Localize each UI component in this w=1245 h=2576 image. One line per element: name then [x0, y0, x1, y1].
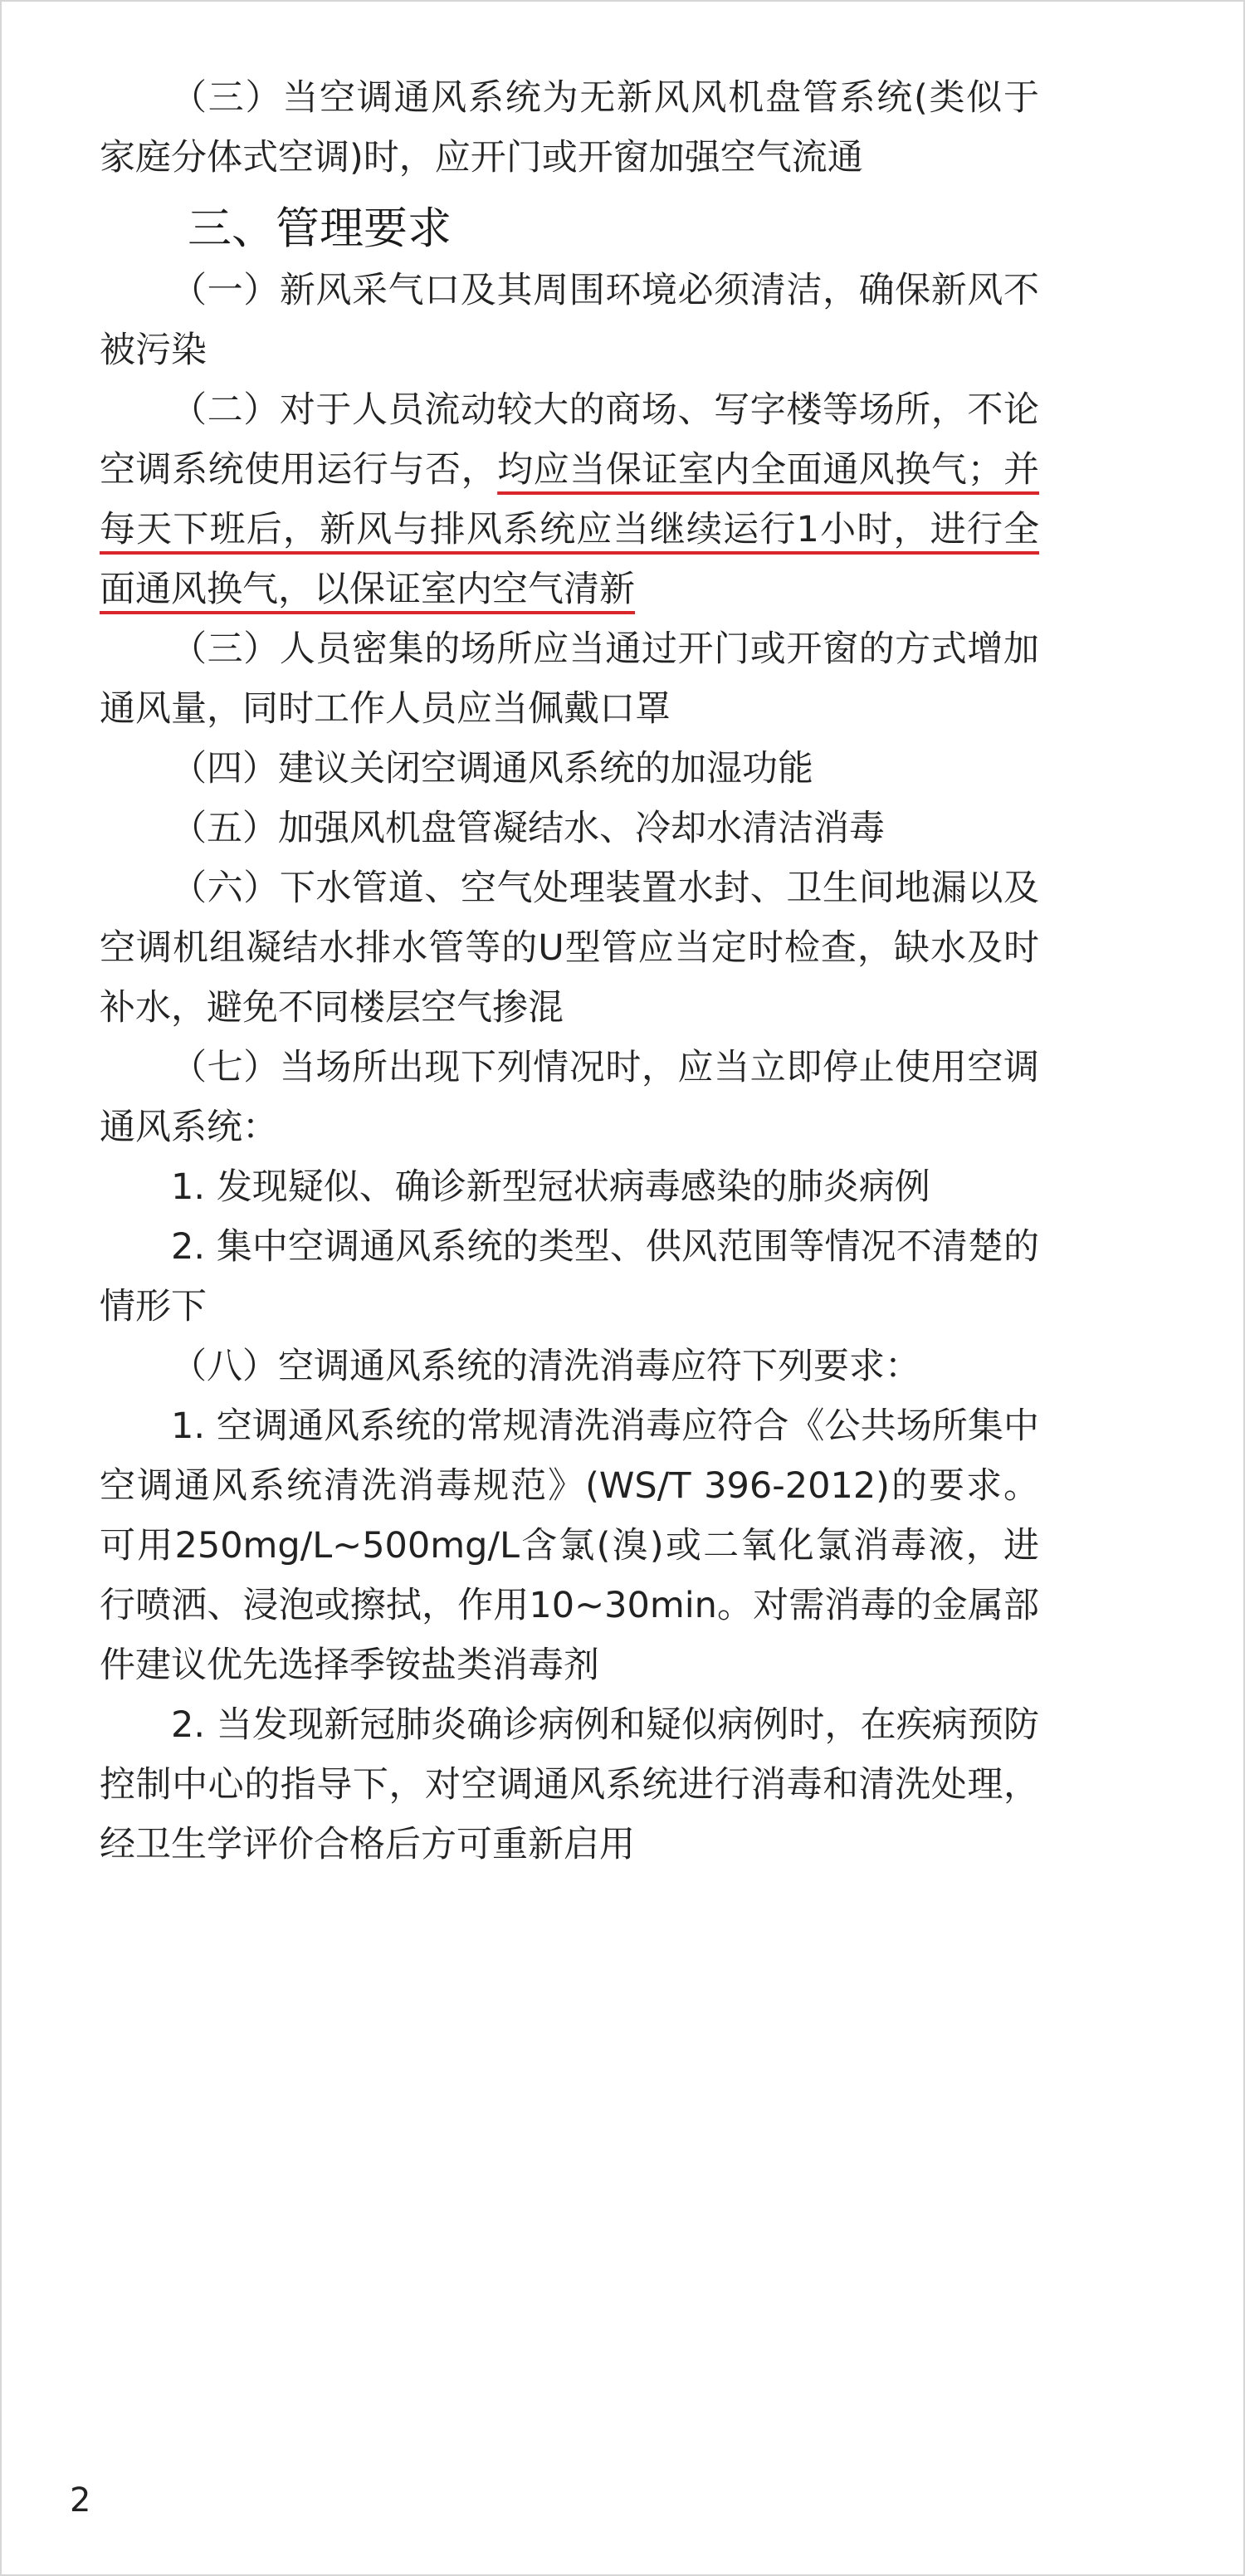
- list-item: 2. 当发现新冠肺炎确诊病例和疑似病例时，在疾病预防控制中心的指导下，对空调通风系统进行消毒和清洗处理，经卫生学评价合格后方可重新启用: [100, 1704, 1039, 1865]
- paragraph-2: [100, 380, 1039, 619]
- paragraph-5: （五）加强风机盘管凝结水、冷却水清洁消毒: [171, 808, 885, 849]
- paragraph-7: （七）当场所出现下列情况时，应当立即停止使用空调通风系统：: [100, 1047, 1039, 1148]
- section-heading: 三、管理要求: [188, 203, 452, 254]
- paragraph-2-lead: （二）对于人员流动较大的商场、写字楼等场所，不论空调系统使用运行与否，: [100, 389, 1039, 491]
- list-item: 2. 集中空调通风系统的类型、供风范围等情况不清楚的情形下: [100, 1226, 1039, 1327]
- page-number: 2: [70, 2481, 91, 2520]
- highlighted-underlined-text: 均应当保证室内全面通风换气；并每天下班后，新风与排风系统应当继续运行1小时，进行全面通风换气，以保证室内空气清新: [100, 449, 1040, 610]
- paragraph-1: （一）新风采气口及其周围环境必须清洁，确保新风不被污染: [100, 270, 1039, 371]
- list-item: 1. 发现疑似、确诊新型冠状病毒感染的肺炎病例: [171, 1166, 930, 1208]
- paragraph-ventilation-note: （三）当空调通风系统为无新风风机盘管系统(类似于家庭分体式空调)时，应开门或开窗加强空气流通: [100, 77, 1039, 178]
- document-body: [100, 68, 1039, 1875]
- list-item: 1. 空调通风系统的常规清洗消毒应符合《公共场所集中空调通风系统清洗消毒规范》(WS/T 396-2012)的要求。可用250mg/L~500mg/L含氯(溴)或二氧化氯消毒液，进行喷洒、浸泡或擦拭，作用10~30min。对需消毒的金属部件建议优先选择季铵盐类消毒剂: [100, 1405, 1039, 1686]
- paragraph-4: （四）建议关闭空调通风系统的加湿功能: [171, 748, 813, 789]
- paragraph-3: （三）人员密集的场所应当通过开门或开窗的方式增加通风量，同时工作人员应当佩戴口罩: [100, 628, 1039, 730]
- paragraph-6: （六）下水管道、空气处理装置水封、卫生间地漏以及空调机组凝结水排水管等的U型管应当定时检查，缺水及时补水，避免不同楼层空气掺混: [100, 868, 1039, 1029]
- paragraph-8: （八）空调通风系统的清洗消毒应符下列要求：: [171, 1346, 920, 1387]
